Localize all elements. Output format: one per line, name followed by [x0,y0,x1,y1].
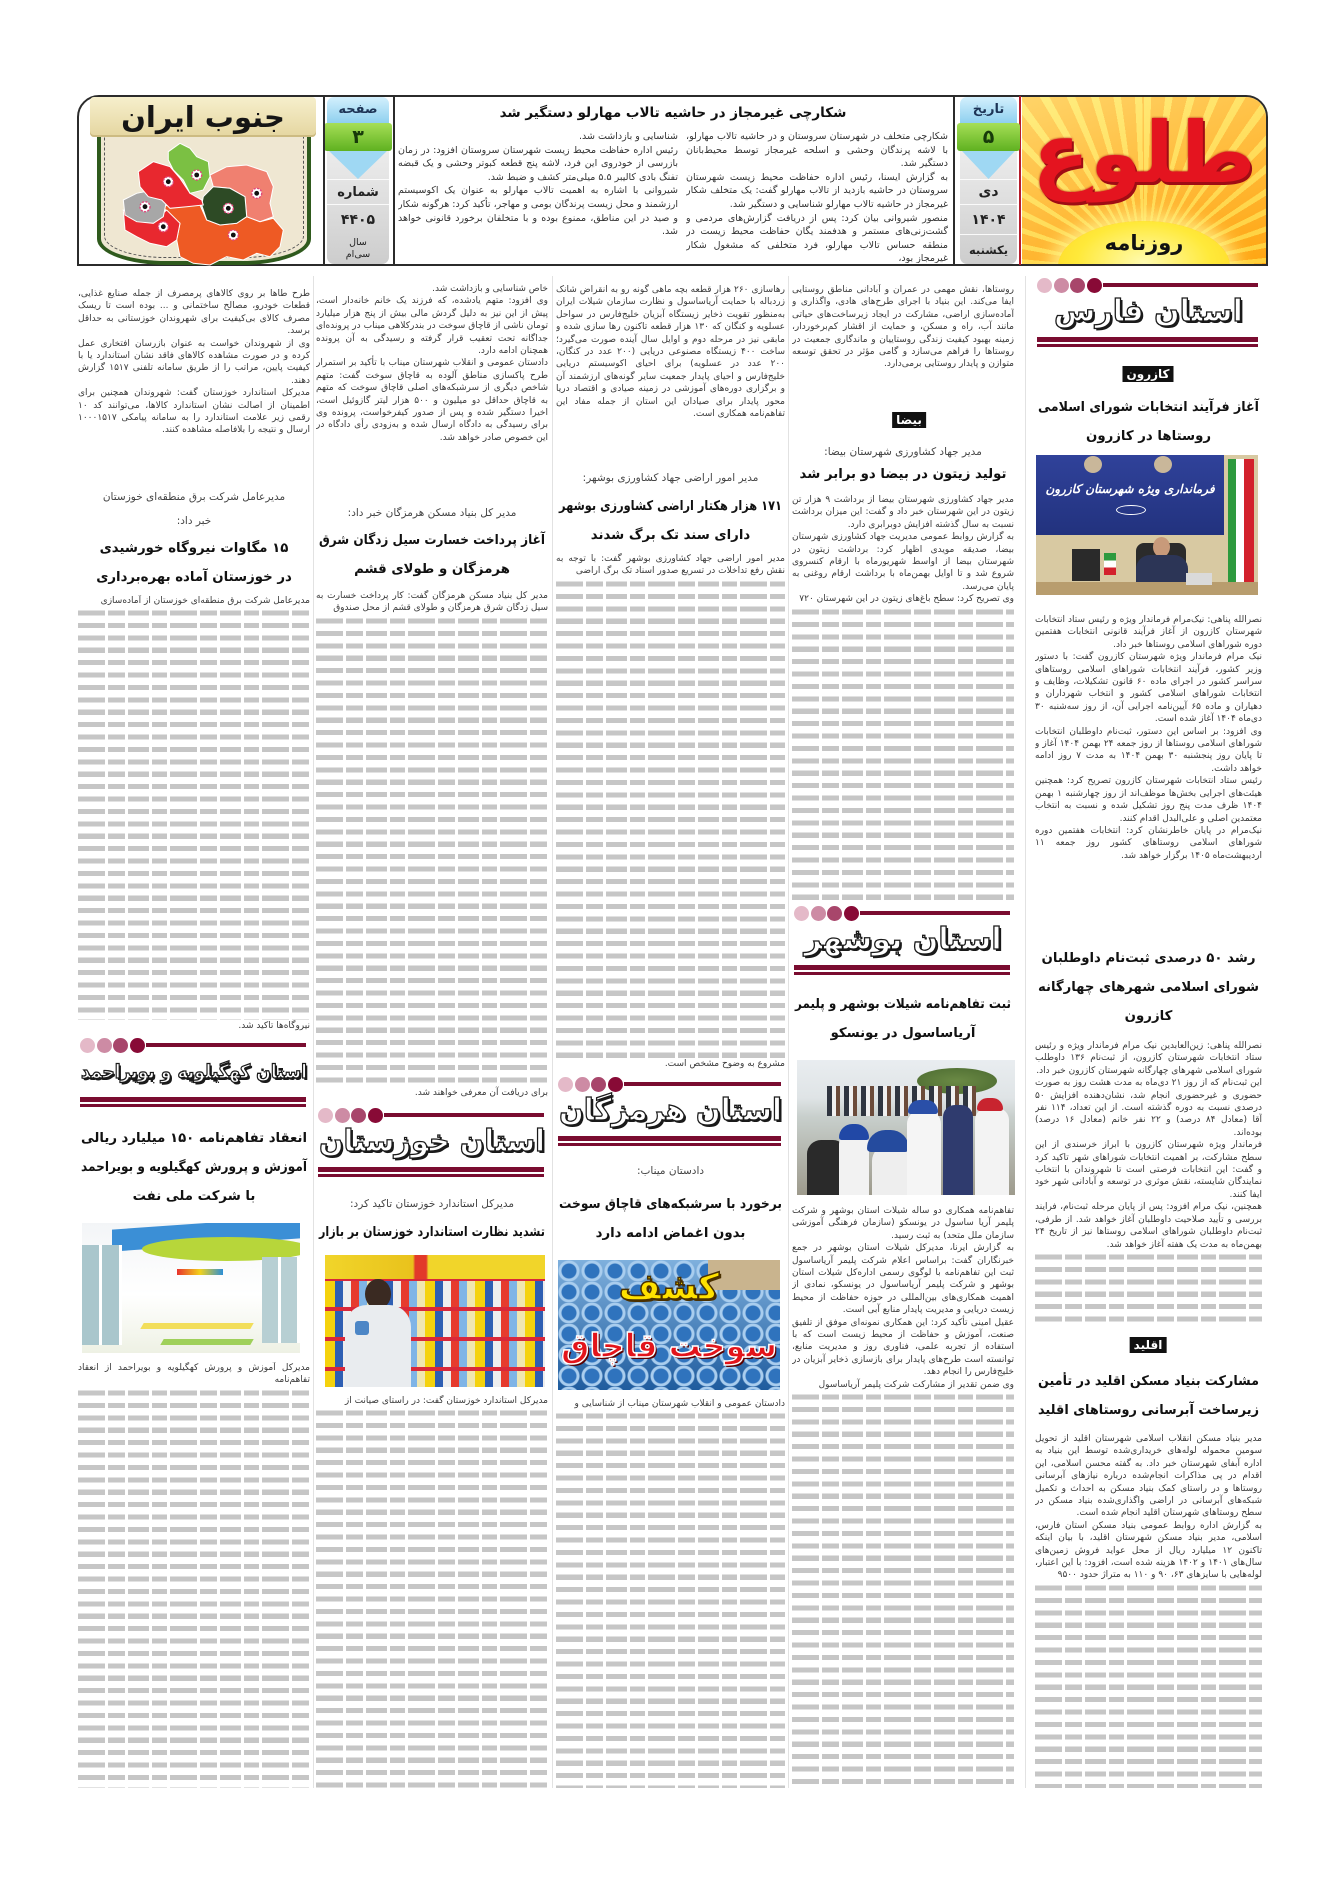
section-dots [558,1077,624,1092]
city-badge: اقلید [1130,1337,1167,1353]
article-body [556,1398,785,1788]
article-body [78,1362,310,1788]
section-dots [1037,278,1103,293]
date-weekday: یکشنبه [960,234,1017,264]
paragraph: وی افزود: متهم یادشده، که فرزند یک خانم خانه‌دار است، پیش از این نیز به دلیل گردش مالی بیش از پنج هزار میلیارد تومان ناشی از قاچاق سوخت در بندرکلاهی میناب در پرونده‌ای جداگانه تحت تعقیب قرار گرفته و رسیدگی به آن پرونده همچنان ادامه دارد. [316,296,548,357]
southern-iran-map [120,140,288,266]
volume-value: سی‌ام [345,249,371,260]
section-dots [318,1108,384,1123]
dot [368,1108,383,1123]
windows-left [82,1245,122,1345]
paragraph-tail: برای دریافت آن معرفی خواهند شد. [414,1087,548,1098]
portrait [1084,456,1102,473]
paragraph: نیک مرام فرماندار ویژه شهرستان کازرون گفت: با دستور وزیر کشور، فرآیند انتخابات شوراهای اسلامی روستاهای سراسر کشور در اجرای ماده ۶۰ قانون تشکیلات، وظایف و انتخابات شوراهای اسلامی کشور و انتخاب شهرداران و دهیاران و ماده ۶۵ آیین‌نامه اجرایی آن، از روز سه‌شنبه ۳۰ دی‌ماه ۱۴۰۴ آغاز شده است. [1035,652,1262,725]
paragraph: فرماندار ویژه شهرستان کازرون با ابراز خرسندی از این سطح مشارکت، بر اهمیت انتخابات شوراهای شهر تاکید کرد و گفت: این انتخابات فرصتی است تا شهروندان با انتخاب نمایندگان شایسته، نقش موثری در توسعه و آبادانی شهر خود ایفا کنند. [1035,1140,1262,1200]
dot [1054,278,1069,293]
lead-story-headline: شکارچی غیرمجاز در حاشیه تالاب مهارلو دستگیر شد [499,105,847,121]
dot [575,1077,590,1092]
person-figure [839,1132,869,1195]
desk [1036,582,1258,595]
headline-line: تولید زیتون در بیضا دو برابر شد [799,467,1007,482]
dot [318,1108,333,1123]
headline [1035,393,1262,451]
photo-text-discovery: کشف [618,1267,720,1308]
lead-paragraph: رئیس اداره حفاظت محیط زیست شهرستان سروستان افزود: در زمان بازرسی از خودروی این فرد، لاشه پنج قطعه کبوتر وحشی و یک قبضه تفنگ بادی کالیبر ۵.۵ میلی‌متر کشف و ضبط شد. [398,144,678,183]
article-body [556,553,785,1070]
photo-text-smuggled-fuel: سوخت قاچاق [560,1326,778,1365]
inspector-vest [345,1305,411,1387]
logo-divider [1019,96,1021,265]
desk-flag-icon [1104,553,1116,575]
body-text-texture [316,1407,548,1788]
paragraph: مدیرکل استاندارد خوزستان گفت: شهروندان همچنین برای اطمینان از اصالت نشان استاندارد کالاها، می‌توانند کد ۱۰ رقمی زیر علامت استاندارد را به سامانه پیامکی ۱۰۰۰۱۵۱۷ ارسال و نتیجه را بلافاصله مشاهده کنند. [78,388,310,436]
headline [792,990,1014,1048]
paragraph: دادستان عمومی و انقلاب شهرستان میناب از شناسایی و [574,1399,785,1409]
photo-supermarket-inspection [325,1255,545,1387]
dot [80,1038,95,1053]
kicker: مدیر امور اراضی جهاد کشاورزی بوشهر: [582,472,759,484]
section-rule [146,1043,306,1047]
photo-school-corridor [82,1223,300,1353]
headline-line: روستاها در کازرون [1086,429,1212,444]
page-number: ۳ [324,123,392,151]
masthead-divider [323,96,325,265]
dot [1070,278,1085,293]
column-separator [1025,276,1026,1788]
body-text-texture [1035,1251,1262,1327]
dot [558,1077,573,1092]
person-cap [977,1098,1003,1111]
lead-story-column-left [398,130,678,263]
headline-line: بدون اغماض ادامه دارد [595,1226,746,1241]
date-label: تاریخ [960,97,1017,123]
paragraph: نیک‌مرام در پایان خاطرنشان کرد: انتخابات هفتمین دوره شوراهای اسلامی روستاهای کشور روز جمعه ۱۱ اردیبهشت‌ماه ۱۴۰۵ برگزار خواهد شد. [1035,825,1262,861]
section-title: استان بوشهر [804,922,1002,957]
lead-paragraph: به گزارش ایسنا، رئیس اداره حفاظت محیط زیست شهرستان سروستان در حاشیه بازدید از تالاب مهارلو گفت: یک متخلف شکار غیرمجاز در حاشیه تالاب مهارلو شناسایی و دستگیر شد. [686,171,948,210]
kicker: مدیر کل بنیاد مسکن هرمزگان خبر داد: [347,507,517,519]
paragraph: وی تصریح کرد: سطح باغ‌های زیتون در این شهرستان ۷۲۰ [799,594,1014,605]
dot [97,1038,112,1053]
body-text-texture [316,615,548,1087]
logo-subtitle: روزنامه [1104,231,1184,255]
paragraph: مدیرکل آموزش و پرورش کهگیلویه و بویراحمد از انعقاد تفاهم‌نامه [78,1363,310,1386]
section-rule [384,1113,544,1117]
paragraph: به گزارش روابط عمومی مدیریت جهاد کشاورزی شهرستان بیضا، صدیقه مویدی اظهار کرد: برداشت زیتون در شهرستان بیضا از اواسط شهریورماه با ارقام کنسروی شروع شد و تا اوایل بهمن‌ماه با برداشت ارقام روغنی به پایان می‌رسد. [792,532,1014,592]
paragraph: وی ضمن تقدیر از مشارکت شرکت پلیمر آریاساسول [818,1379,1014,1390]
headline [316,1218,548,1247]
city-badge: بیضا [892,412,926,428]
headline-line: تشدید نظارت استاندارد خوزستان بر بازار [318,1225,545,1240]
section-rule [624,1082,781,1086]
section-rule [558,1143,781,1146]
dot [1087,278,1102,293]
section-rule [318,1167,544,1172]
section-title: استان کهگیلویه و بویراحمد [80,1061,307,1083]
paragraph: عقیل امینی تأکید کرد: این همکاری نمونه‌ای موفق از تلفیق صنعت، آموزش و حفاظت از محیط زیست است که با استفاده از تجربه علمی، فناوری روز و مدیریت منابع، توانسته است طرح‌های پایدار برای بازسازی ذخایر آبزیان در خلیج‌فارس را انجام دهد. [792,1317,1014,1378]
body-text-texture [1035,1582,1262,1788]
headline-line: ثبت تفاهم‌نامه شیلات بوشهر و پلیمر [794,997,1011,1012]
section-header-kohgiluyeh [78,1038,310,1108]
headline-line: آریاساسول در یونسکو [830,1026,976,1041]
body-text-texture [556,578,785,1058]
section-dots [80,1038,146,1053]
section-rule [318,1174,544,1177]
dot [113,1038,128,1053]
paragraph: به گزارش ایرنا، مدیرکل شیلات استان بوشهر در جمع خبرنگاران گفت: براساس اعلام شرکت پلیمر آریاساسول ثبت این تفاهم‌نامه با لوگوی رسمی اداره‌کل شیلات استان بوشهر و شرکت پلیمر آریاساسول در یونسکو، نمادی از اهمیت همکاری‌های بین‌المللی در حوزه حفاظت از محیط زیست دریایی و مدیریت پایدار منابع آبی است. [792,1243,1014,1316]
date-month: دی [960,179,1017,204]
headline [1035,944,1262,1031]
body-text-texture [792,1391,1014,1788]
person-head [1153,537,1170,557]
body-text-texture [78,1387,310,1788]
photo-kazerun-governorate [1036,455,1258,595]
dot [827,906,842,921]
person-cap [908,1100,938,1114]
paragraph: مدیر امور اراضی جهاد کشاورزی بوشهر گفت: با توجه به نقش رفع تداخلات در تسریع صدور اسناد تک برگ اراضی [556,554,785,577]
paragraph: تفاهم‌نامه همکاری دو ساله شیلات استان بوشهر و شرکت پلیمر آریا ساسول در یونسکو (سازمان فرهنگی آموزشی سازمان ملل متحد) به ثبت رسید. [792,1206,1014,1241]
paragraph: نصرالله پناهی: زین‌العابدین نیک مرام فرماندار ویژه و رئیس ستاد انتخابات شهرستان کازرون، از ثبت‌نام ۱۳۶ داوطلب شورای اسلامی شهرهای چهارگانه شهرستان کازرون خبر داد. [1035,1041,1262,1076]
photo-bushehr-beach [797,1060,1015,1195]
paragraph: دادستان عمومی و انقلاب شهرستان میناب با تأکید بر استمرار طرح پاکسازی مناطق آلوده به قاچاق سوخت گفت: متهم شاخص دیگری از سرشبکه‌های اصلی قاچاق سوخت که متهم به قاچاق حداقل دو میلیون و ۵۰۰ هزار لیتر گازوئیل است، اخیرا دستگیر شده و پس از صدور کیفرخواست، پرونده وی برای رسیدگی به دادگاه ارسال شده و به‌زودی رأی دادگاه در این خصوص صادر خواهد شد. [316,358,548,443]
paragraph: نصرالله پناهی: نیک‌مرام فرماندار ویژه و رئیس ستاد انتخابات شهرستان کازرون از آغاز فرآیند قانونی انتخابات هفتمین دوره شوراهای اسلامی روستاها خبر داد. [1035,615,1262,650]
headline-line: ۱۵ مگاوات نیروگاه خورشیدی [99,541,289,556]
color-stripe [177,1269,223,1275]
dot [794,906,809,921]
column-separator [788,276,789,1788]
headline-line: با شرکت ملی نفت [132,1189,256,1204]
vest-logo [355,1321,369,1335]
section-rule [794,965,1010,970]
section-rule [80,1097,306,1102]
section-banner: جنوب ایران [90,97,316,137]
headline [78,534,310,592]
person-cap [839,1124,869,1140]
emblem [1116,505,1146,515]
floor-stripe [160,1339,253,1345]
paragraph: طرح طاها بر روی کالاهای پرمصرف از جمله صنایع غذایی، قطعات خودرو، مصالح ساختمانی و ... بوده است تا ریسک مصرف کالای بی‌کیفیت برای شهروندان خوزستانی به حداقل برسد. [78,289,310,337]
dot [844,906,859,921]
article-continuation [78,288,310,480]
shop-signs [325,1255,545,1279]
dot [1037,278,1052,293]
paragraph: مدیرکل استاندارد خوزستان گفت: در راستای صیانت از [344,1396,548,1406]
lead-paragraph: شیروانی با اشاره به اهمیت تالاب مهارلو به عنوان یک اکوسیستم ارزشمند و محل زیست پرندگان بومی و مهاجر، تأکید کرد: هرگونه شکار و صید در این مناطق، ممنوع بوده و با متخلفان برخورد قانونی خواهد شد. [398,185,678,238]
section-rule [558,1136,781,1141]
dot [591,1077,606,1092]
article-body [1035,1433,1262,1788]
issue-label: شماره [327,179,389,204]
section-header-khuzestan [316,1108,548,1178]
issue-number: ۴۴۰۵ [327,204,389,234]
headline-line: کازرون [1124,1009,1173,1024]
person-figure [907,1110,941,1195]
masthead-divider [953,96,955,265]
article-body [316,590,548,1099]
page-label: صفحه [327,97,389,123]
paragraph: خاص شناسایی و بازداشت شد. [432,284,548,294]
paragraph: مدیر کل بنیاد مسکن هرمزگان گفت: کار پرداخت خسارت به سیل زدگان شرق هرمزگان و طولای قشم از محل صندوق [316,591,548,614]
paragraph: مدیر جهاد کشاورزی شهرستان بیضا از برداشت ۹ هزار تن زیتون در این شهرستان خبر داد و گفت: این میزان برداشت نسبت به سال گذشته افزایش دوبرابری دارد. [792,495,1014,530]
kicker [78,485,310,533]
section-rule [1037,344,1258,347]
photo-smuggled-fuel [558,1260,780,1390]
section-header-bushehr [792,906,1014,976]
article-body [316,1395,548,1788]
headline-line: دارای سند تک برگ شدند [590,528,751,543]
lead-paragraph: شکارچی متخلف در شهرستان سروستان و در حاشیه تالاب مهارلو، با لاشه پرندگان وحشی و اسلحه غیرمجاز توسط محیط‌بانان دستگیر شد. [686,131,948,170]
headline [556,1190,785,1248]
photo-banner-text: فرمانداری ویژه شهرستان کازرون [1045,482,1215,496]
headline-line: آموزش و پرورش کهگیلویه و بویراحمد [80,1160,307,1175]
kicker: مدیر جهاد کشاورزی شهرستان بیضا: [824,446,982,458]
paragraph: مدیر بنیاد مسکن انقلاب اسلامی شهرستان اقلید از تحویل سومین محموله لوله‌های خریداری‌شده توسط این بنیاد به اداره آبفای شهرستان خبر داد. به گفته محسن اسلامی، این اقدام در پی مذاکرات انجام‌شده درباره نیازهای آبرسانی روستاها و در راستای کمک بنیاد مسکن به احداث و تکمیل شبکه‌های آبرسانی در اراضی واگذاری‌شده بنیاد مسکن در سطح روستاهای شهرستان اقلید انجام شده است. [1035,1434,1262,1519]
article-continuation [792,284,1014,396]
body-text-texture [556,1410,785,1788]
paragraph: وی افزود: بر اساس این دستور، ثبت‌نام داوطلبان انتخابات شوراهای اسلامی روستاها از روز جمعه ۲۴ بهمن ۱۴۰۴ آغاز و تا پایان روز پنجشنبه ۳۰ بهمن ۱۴۰۴ به مدت ۷ روز ادامه خواهد داشت. [1035,726,1262,774]
portrait [1154,456,1172,473]
body-text-texture [792,606,1014,900]
dot [335,1108,350,1123]
paragraph: روستاها، نقش مهمی در عمران و آبادانی مناطق روستایی ایفا می‌کند. این بنیاد با اجرای طرح‌های هادی، واگذاری و آماده‌سازی اراضی، مشارکت در ایجاد زیرساخت‌های حیاتی مانند آب، راه و مسکن، و حمایت از اقشار کم‌برخوردار، زمینه بهبود کیفیت زندگی روستاییان و ماندگاری جمعیت در روستاها را فراهم می‌سازد و گامی مؤثر در تحقق توسعه متوازن و پایدار روستایی برمی‌دارد. [792,285,1014,370]
section-rule [1103,283,1258,287]
paragraph: مدیرعامل شرکت برق منطقه‌ای خوزستان از آماده‌سازی [100,596,310,606]
section-rule [1037,337,1258,342]
monitor [1072,549,1100,581]
dot [811,906,826,921]
dot [608,1077,623,1092]
headline [556,492,785,550]
headline-line: شورای اسلامی شهرهای چهارگانه [1038,980,1259,995]
flag-icon [1228,459,1254,595]
headline-line: انعقاد تفاهم‌نامه ۱۵۰ میلیارد ریالی [81,1131,308,1146]
section-title: استان فارس [1054,294,1243,329]
headline [1035,1367,1262,1425]
headline-line: هرمزگان و طولای قشم [354,562,510,577]
logo-title: طلوع [1032,104,1256,202]
headline [792,460,1014,489]
page-panel [327,97,389,264]
lead-story-column-right [686,130,948,263]
date-day: ۵ [957,123,1020,151]
lead-paragraph: منصور شیروانی بیان کرد: پس از دریافت گزارش‌های مردمی و گشت‌زنی‌های مستمر و هدفمند یگان حفاظت محیط زیست در منطقه حساس تالاب مهارلو، فرد متخلفی که مشغول شکار غیرمجاز بود، [686,212,948,263]
paragraph: همچنین، نیک مرام افزود: پس از پایان مرحله ثبت‌نام، فرایند بررسی و تأیید صلاحیت داوطلبان آغاز خواهد شد. از طرفی، ثبت‌نام داوطلبان شوراهای اسلامی روستاها نیز از تاریخ ۲۴ بهمن‌ماه به مدت یک هفته آغاز خواهد شد. [1035,1202,1262,1250]
kicker: دادستان میناب: [636,1165,705,1177]
paragraph: این ثبت‌نام که از روز ۲۱ دی‌ماه به مدت هشت روز به صورت حضوری و غیرحضوری انجام شد، نشان‌دهنده افزایش ۵۰ درصدی نسبت به دوره گذشته است. از این تعداد، ۱۱۴ نفر آقا (معادل ۸۴ درصد) و ۲۲ نفر خانم (معادل ۱۶ درصد) بوده‌اند. [1035,1078,1262,1138]
date-year: ۱۴۰۴ [960,204,1017,234]
floor-stripe [140,1323,253,1329]
section-header-hormozgan [556,1077,785,1147]
volume-label: سال [349,237,367,248]
body-text-texture [78,607,310,1019]
headline-line: زیرساخت آبرسانی روستاهای اقلید [1037,1403,1260,1418]
lead-paragraph: شناسایی و بازداشت شد. [578,131,678,142]
masthead-divider [393,96,395,265]
city-badge: کازرون [1122,366,1173,382]
section-rule [794,972,1010,975]
article-body [78,595,310,1032]
section-rule [860,911,1010,915]
section-header-fars [1035,278,1262,348]
kicker: مدیرکل استاندارد خوزستان تاکید کرد: [350,1198,515,1210]
headline [316,526,548,584]
headline [78,1124,310,1211]
headline-line: در خوزستان آماده بهره‌برداری [96,570,292,585]
nameplate [1186,573,1212,585]
headline-line: رشد ۵۰ درصدی ثبت‌نام داوطلبان [1041,951,1256,966]
kicker-line: خبر داد: [176,515,212,527]
headline-line: آغاز پرداخت خسارت سیل زدگان شرق [319,533,545,548]
section-rule [80,1104,306,1107]
article-continuation [556,284,785,464]
article-body [792,1205,1014,1788]
dot [351,1108,366,1123]
paragraph-tail: نیروگاه‌ها تاکید شد. [238,1020,310,1031]
article-body [1035,614,1262,936]
headline-line: ۱۷۱ هزار هکتار اراضی کشاورزی بوشهر [558,499,782,514]
article-body [1035,1040,1262,1327]
headline-line: مشارکت بنیاد مسکن اقلید در تأمین [1037,1374,1259,1389]
newspaper-logo [1022,97,1266,264]
article-body [792,494,1014,900]
paragraph: وی از شهروندان خواست به عنوان بازرسان افتخاری عمل کرده و در صورت مشاهده کالاهای فاقد نشان استاندارد یا با کیفیت پایین، مراتب را از طریق سامانه تلفنی ۱۵۱۷ گزارش دهند. [78,338,310,386]
date-panel [960,97,1017,264]
article-continuation [316,283,548,501]
paragraph: به گزارش اداره روابط عمومی بنیاد مسکن استان فارس، اسلامی، مدیر بنیاد مسکن شهرستان اقلید، با بیان اینکه تاکنون ۱۲ میلیارد ریال از محل عواید فروش زمین‌های سال‌های ۱۴۰۱ و ۱۴۰۲ هزینه شده است، افزود: با این اعتبار، لوله‌هایی با سایزهای ۶۳، ۹۰ و ۱۱۰ به متراژ حدود ۹۵۰۰ [1035,1520,1262,1581]
paragraph: رئیس ستاد انتخابات شهرستان کازرون تصریح کرد: همچنین هیئت‌های اجرایی بخش‌ها موظف‌اند از روز چهارشنبه ۱ بهمن ۱۴۰۴ ظرف مدت پنج روز تشکیل شده و نسبت به انتخاب معتمدین اصلی و علی‌البدل اقدام کنند. [1035,776,1262,824]
column-separator [552,276,553,1788]
dot [130,1038,145,1053]
paragraph: رهاسازی ۲۶۰ هزار قطعه بچه ماهی گونه رو به انقراض شانک زردباله با حمایت آریاساسول و نظارت سازمان شیلات ایران به‌منظور تقویت ذخایر زیستگاه آبزیان خلیج‌فارس در سواحل عسلویه و کنگان که ۱۳۰ هزار قطعه تاکنون رها سازی شده و مابقی نیز در مرحله دوم و اوایل سال آینده صورت می‌گیرد؛ ساخت ۴۰۰ زیستگاه مصنوعی دریایی (۲۰۰ عدد در کنگان، ۲۰۰ عدد در عسلویه) برای احیای اکوسیستم دریایی خلیج‌فارس و احیای پایدار جمعیت سایر گونه‌های ارزشمند آن و برگزاری دوره‌های آموزشی در زمینه صیادی و اقتصاد دریا محور پایدار برای صیادان این استان از جمله مفاد این تفاهم‌نامه همکاری است. [556,285,785,420]
windows-right [262,1257,300,1343]
person-cap [867,1130,909,1152]
kicker-line: مدیرعامل شرکت برق منطقه‌ای خوزستان [102,491,286,503]
headline-line: آغاز فرآیند انتخابات شورای اسلامی [1037,400,1259,415]
paragraph-tail: مشروع به وضوح مشخص است. [664,1058,785,1069]
section-title: استان خوزستان [318,1124,545,1159]
section-title: استان هرمزگان [558,1093,783,1128]
headline-line: برخورد با سرشبکه‌های قاچاق سوخت [558,1197,782,1212]
person-figure [975,1108,1009,1195]
section-dots [794,906,860,921]
person-figure [943,1105,973,1195]
column-separator [313,276,314,1788]
